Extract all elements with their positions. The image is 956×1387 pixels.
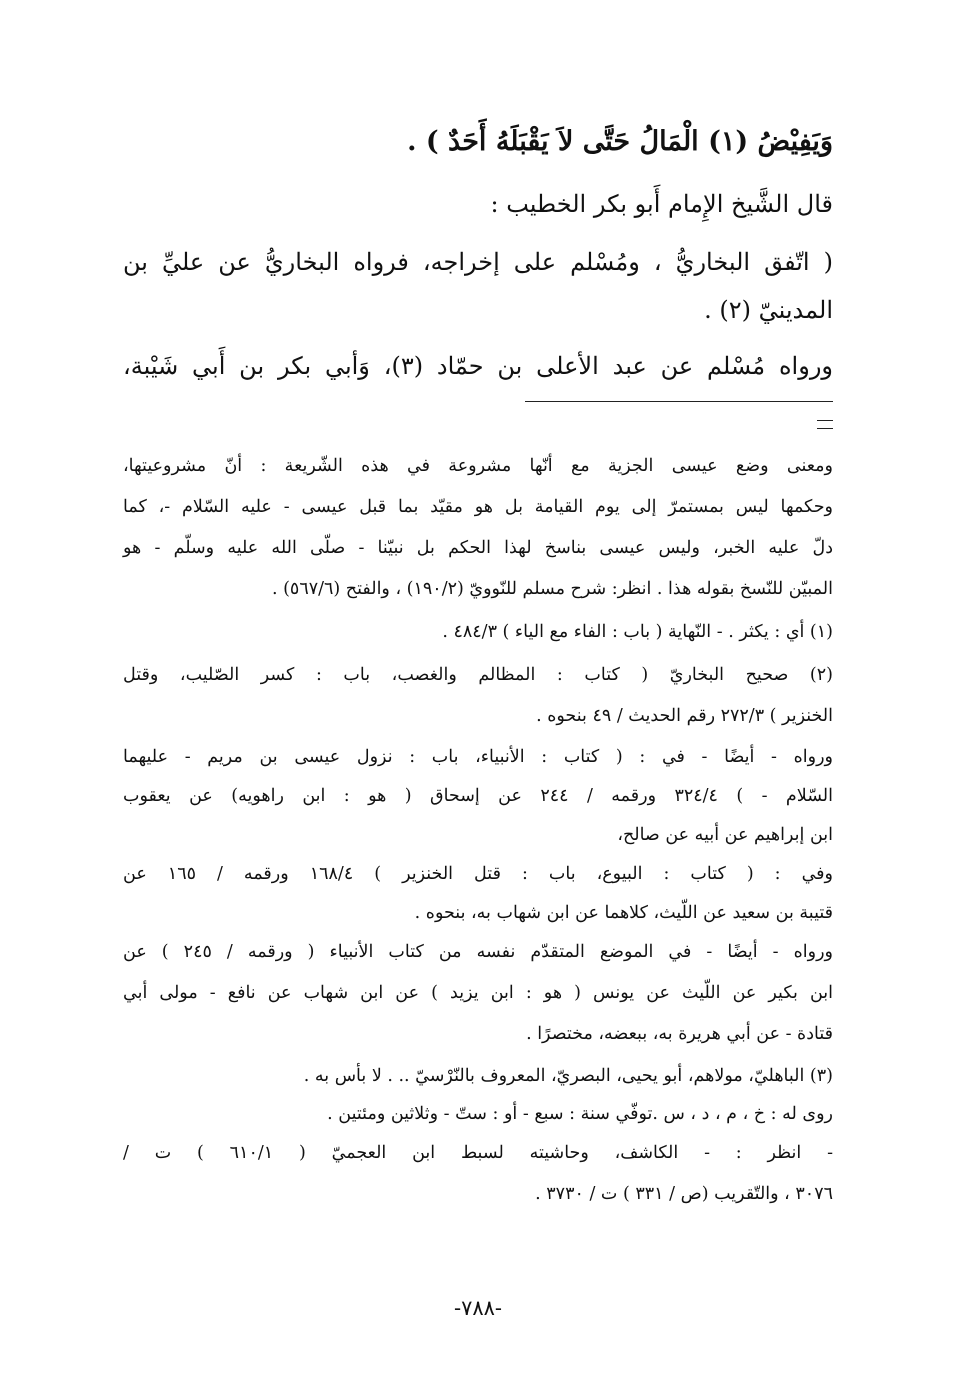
footnote-line: وفي : ( كتاب : البيوع، باب : قتل الخنزير ) ١٦٨/٤ ورقمه / ١٦٥ عن: [123, 864, 833, 884]
continuation-mark: [817, 420, 833, 429]
footnote-line: ورواه - أيضًا - في الموضع المتقدّم نفسه من كتاب الأنبياء ( ورقمه / ٢٤٥ ) عن: [123, 942, 833, 962]
footnote-line: ورواه - أيضًا - في : ( كتاب : الأنبياء، باب : نزول عيسى بن مريم - عليهما: [123, 747, 833, 767]
footnote-line: ابن بكير عن اللّيث عن يونس ( هو : ابن يزيد ) عن ابن شهاب عن نافع - مولى أبي: [123, 983, 833, 1003]
narrator-attribution: قال الشَّيخ الإِمام أَبو بكر الخطيب :: [490, 190, 833, 218]
footnote-line: وحكمها ليس بمستمرّ إلى يوم القيامة بل هو مقيّد بما قبل عيسى - عليه السّلام -، كما: [123, 497, 833, 517]
footnote-line: قتادة - عن أبي هريرة به، ببعضه، مختصرًا .: [526, 1024, 833, 1044]
footnote-2: (٢) صحيح البخاريّ ( كتاب : المظالم والغصب، باب : كسر الصّليب، وقتل: [123, 665, 833, 685]
footnote-line: الخنزير ) ٢٧٢/٣ رقم الحديث / ٤٩ بنحوه .: [536, 706, 833, 726]
footnote-separator: [525, 401, 833, 402]
commentary-line: ( اتّفق البخاريُّ ، ومُسْلم على إخراجه، فرواه البخاريُّ عن عليِّ بن: [123, 248, 833, 276]
footnote-line: ٣٠٧٦ ، والتّقريب (ص / ٣٣١ ) ت / ٣٧٣٠ .: [535, 1184, 833, 1204]
footnote-3: (٣) الباهليّ، مولاهم، أبو يحيى، البصريّ، المعروف بالنّرْسيّ .. . لا بأس به .: [303, 1066, 833, 1086]
footnote-line: - انظر : - الكاشف، وحاشيته لسبط ابن العجميّ ( ٦١٠/١ ) ت /: [123, 1143, 833, 1163]
page-number: -٧٨٨-: [453, 1296, 503, 1320]
footnote-line: قتيبة بن سعيد عن اللّيث، كلاهما عن ابن شهاب به، بنحوه .: [414, 903, 833, 923]
footnote-line: ومعنى وضع عيسى الجزية مع أنّها مشروعة في هذه الشّريعة : أنّ مشروعيتها،: [123, 456, 833, 476]
footnote-line: السّلام - ) ٣٢٤/٤ ورقمه / ٢٤٤ عن إسحاق ( هو : ابن راهويه) عن يعقوب: [123, 786, 834, 806]
footnote-1: (١) أي : يكثر . - النّهاية ( باب : الفاء مع الياء ) ٤٨٤/٣ .: [442, 622, 833, 642]
footnote-line: المبيّن للنّسخ بقوله هذا . انظر: شرح مسلم للنّوويّ (١٩٠/٢) ، والفتح (٥٦٧/٦) .: [271, 579, 833, 599]
hadith-text-line: وَيَفِيْضُ (١) الْمَالُ حَتَّى لاَ يَقْبَلَهُ أَحَدٌ ) .: [407, 126, 833, 157]
footnote-line: ابن إبراهيم عن أبيه عن صالح،: [617, 825, 833, 845]
footnote-line: روى له : خ ، م ، د ، س .توفّي سنة : سبع - أو : ستّ - وثلاثين ومئتين .: [327, 1104, 833, 1124]
footnote-line: دلّ عليه الخبر، وليس عيسى بناسخ لهذا الحكم بل نبيّنا - صلّى الله عليه وسلّم - هو: [123, 538, 833, 558]
commentary-line: المدينيّ (٢) .: [704, 296, 833, 324]
commentary-line: ورواه مُسْلم عن عبد الأعلى بن حمّاد (٣)، وَأبي بكر بن أَبي شَيْبة،: [123, 352, 833, 380]
